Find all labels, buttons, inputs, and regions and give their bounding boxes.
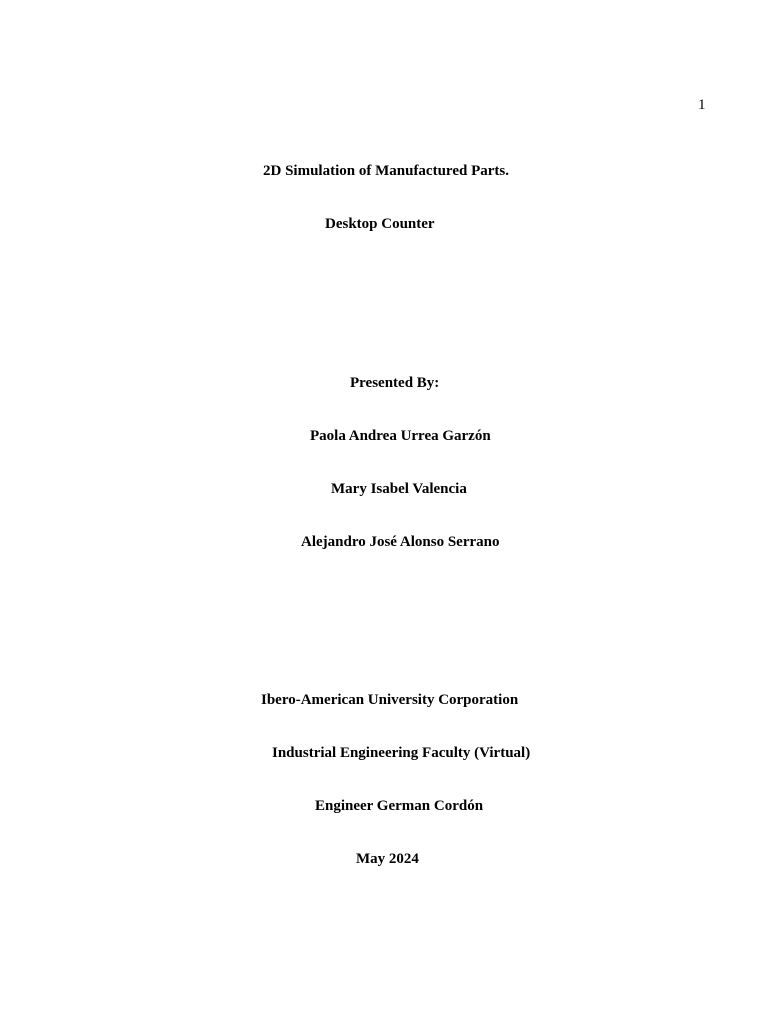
faculty-name: Industrial Engineering Faculty (Virtual) [272,745,531,761]
author-name: Alejandro José Alonso Serrano [301,534,500,550]
document-date: May 2024 [356,851,419,867]
document-subtitle: Desktop Counter [325,216,435,232]
document-title: 2D Simulation of Manufactured Parts. [263,163,509,179]
institution-name: Ibero-American University Corporation [261,692,519,708]
instructor-name: Engineer German Cordón [315,798,484,814]
presented-by-label: Presented By: [350,375,440,391]
author-name: Mary Isabel Valencia [331,481,467,497]
author-name: Paola Andrea Urrea Garzón [310,428,491,444]
page-number: 1 [698,97,706,113]
